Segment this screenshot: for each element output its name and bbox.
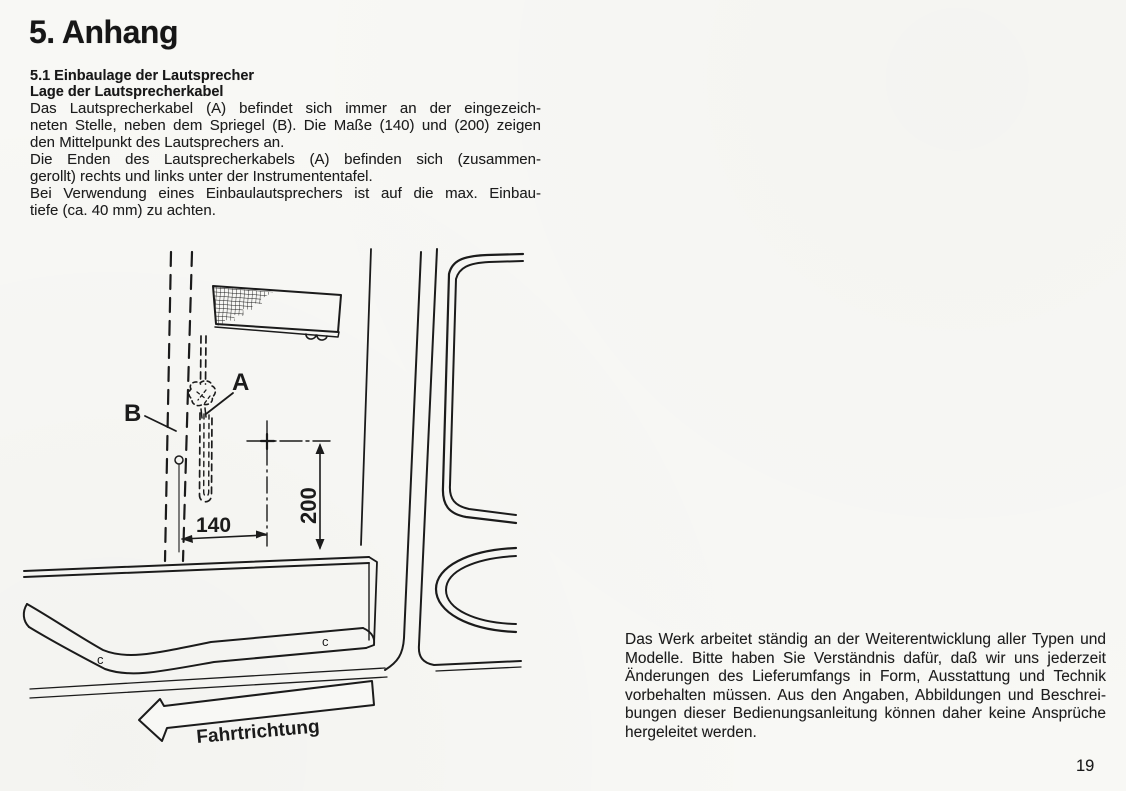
body-line: Das Lautsprecherkabel (A) befindet sich immer an der eingezeich- bbox=[30, 100, 541, 117]
body-line: den Mittelpunkt des Lautsprechers an. bbox=[30, 134, 285, 151]
clip-mark: c bbox=[322, 634, 329, 649]
window-frame bbox=[443, 254, 523, 523]
page-title: 5. Anhang bbox=[29, 14, 178, 50]
fastener-marker bbox=[175, 456, 183, 552]
section-heading-1: 5.1 Einbaulage der Lautsprecher bbox=[30, 68, 255, 84]
body-line: Bei Verwendung eines Einbaulautsprechers ist auf die max. Einbau- bbox=[30, 185, 541, 202]
grille-hatch-area bbox=[213, 287, 273, 326]
cable-coil bbox=[189, 381, 216, 406]
speaker-cable-a bbox=[189, 336, 216, 502]
section-heading-2: Lage der Lautsprecherkabel bbox=[30, 84, 224, 100]
rear-window-corner bbox=[436, 548, 516, 632]
note-line: Änderungen des Lieferumfangs in Form, Ausstattung und Technik bbox=[625, 668, 1106, 686]
page-number: 19 bbox=[1076, 757, 1095, 775]
label-b: B bbox=[124, 400, 142, 427]
body-line: neten Stelle, neben dem Spriegel (B). Die Maße (140) und (200) zeigen bbox=[30, 117, 541, 134]
dimension-200 bbox=[296, 443, 325, 550]
note-line: bungen dieser Bedienungsanleitung können daher keine Ansprüche bbox=[625, 705, 1106, 723]
dim-200-value: 200 bbox=[296, 487, 321, 524]
note-line: vorbehalten müssen. Aus den Angaben, Abbildungen und Beschrei- bbox=[625, 686, 1106, 704]
body-line: tiefe (ca. 40 mm) zu achten. bbox=[30, 202, 216, 219]
direction-label: Fahrtrichtung bbox=[195, 716, 321, 748]
sill-trim-strip bbox=[24, 604, 374, 673]
dim-140-value: 140 bbox=[196, 514, 232, 537]
callout-a bbox=[201, 369, 249, 418]
body-line: gerollt) rechts und links unter der Instrumententafel. bbox=[30, 168, 373, 185]
note-line: Das Werk arbeitet ständig an der Weiterentwicklung aller Typen und bbox=[625, 631, 1106, 648]
disclaimer-note bbox=[625, 631, 1106, 743]
clip-mark: c bbox=[97, 652, 104, 667]
note-line: Modelle. Bitte haben Sie Verständnis dafür, daß wir uns jederzeit bbox=[625, 649, 1106, 667]
door-pillar bbox=[385, 249, 521, 670]
door-edge-line bbox=[361, 249, 371, 545]
vent-grille bbox=[213, 286, 341, 340]
dimension-140 bbox=[181, 514, 267, 543]
body-line: Die Enden des Lautsprecherkabels (A) befinden sich (zusammen- bbox=[30, 151, 541, 168]
center-cross bbox=[247, 421, 330, 546]
label-a: A bbox=[232, 369, 250, 396]
note-line: hergeleitet werden. bbox=[625, 723, 757, 741]
